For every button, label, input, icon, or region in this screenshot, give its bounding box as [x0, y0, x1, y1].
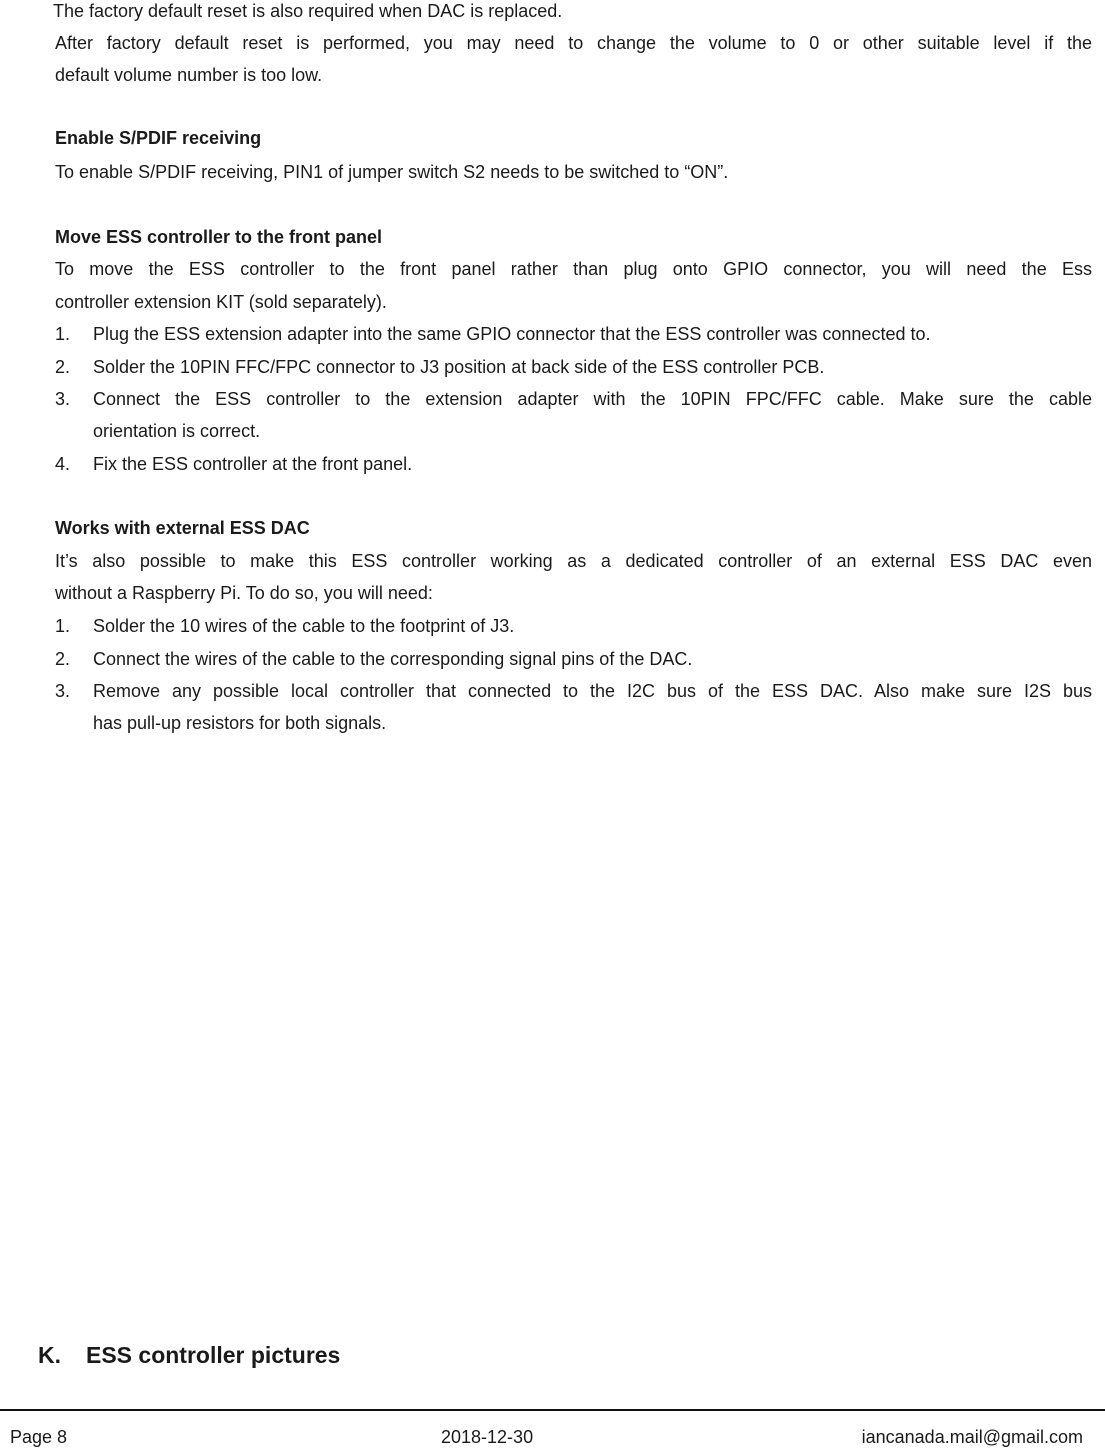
list-item: Fix the ESS controller at the front panel.: [93, 454, 413, 474]
footer-date: 2018-12-30: [441, 1427, 534, 1447]
external-dac-heading: Works with external ESS DAC: [55, 518, 310, 538]
spdif-text: To enable S/PDIF receiving, PIN1 of jumper switch S2 needs to be switched to “ON”.: [55, 162, 729, 182]
external-dac-intro-line: It’s also possible to make this ESS controller working as a dedicated controller of an external ESS DAC even: [55, 551, 1092, 571]
front-panel-heading: Move ESS controller to the front panel: [55, 227, 383, 247]
list-item: Solder the 10 wires of the cable to the footprint of J3.: [93, 616, 515, 636]
spdif-heading: Enable S/PDIF receiving: [55, 128, 262, 148]
list-item-number: 1.: [55, 616, 71, 636]
factory-reset-paragraph-line: After factory default reset is performed, you may need to change the volume to 0 or other suitable level if the: [55, 33, 1092, 53]
factory-reset-note: The factory default reset is also required when DAC is replaced.: [53, 1, 563, 21]
footer-page-number: Page 8: [10, 1427, 68, 1447]
list-item-number: 2.: [55, 357, 71, 377]
list-item-number: 3.: [55, 681, 71, 701]
section-heading: [38, 1342, 340, 1368]
list-item: Remove any possible local controller that connected to the I2C bus of the ESS DAC. Also make sure I2S bus: [93, 681, 1092, 701]
list-item: Connect the wires of the cable to the corresponding signal pins of the DAC.: [93, 649, 693, 669]
section-title: ESS controller pictures: [86, 1342, 341, 1368]
list-item: Plug the ESS extension adapter into the same GPIO connector that the ESS controller was connected to.: [93, 324, 931, 344]
list-item: Connect the ESS controller to the extension adapter with the 10PIN FPC/FFC cable. Make sure the cable: [93, 389, 1092, 409]
list-item-continuation: orientation is correct.: [93, 421, 261, 441]
list-item-number: 2.: [55, 649, 71, 669]
list-item-number: 3.: [55, 389, 71, 409]
front-panel-intro-line: To move the ESS controller to the front panel rather than plug onto GPIO connector, you will need the Ess: [55, 259, 1092, 279]
list-item-continuation: has pull-up resistors for both signals.: [93, 713, 387, 733]
footer-divider: [0, 1409, 1105, 1411]
list-item-number: 1.: [55, 324, 71, 344]
list-item-number: 4.: [55, 454, 71, 474]
section-letter: K.: [38, 1342, 61, 1368]
footer-email: iancanada.mail@gmail.com: [861, 1427, 1083, 1447]
factory-reset-paragraph-line: default volume number is too low.: [55, 65, 323, 85]
list-item: Solder the 10PIN FFC/FPC connector to J3 position at back side of the ESS controller PCB.: [93, 357, 825, 377]
external-dac-intro-line: without a Raspberry Pi. To do so, you will need:: [55, 583, 433, 603]
front-panel-intro-line: controller extension KIT (sold separately).: [55, 292, 387, 312]
